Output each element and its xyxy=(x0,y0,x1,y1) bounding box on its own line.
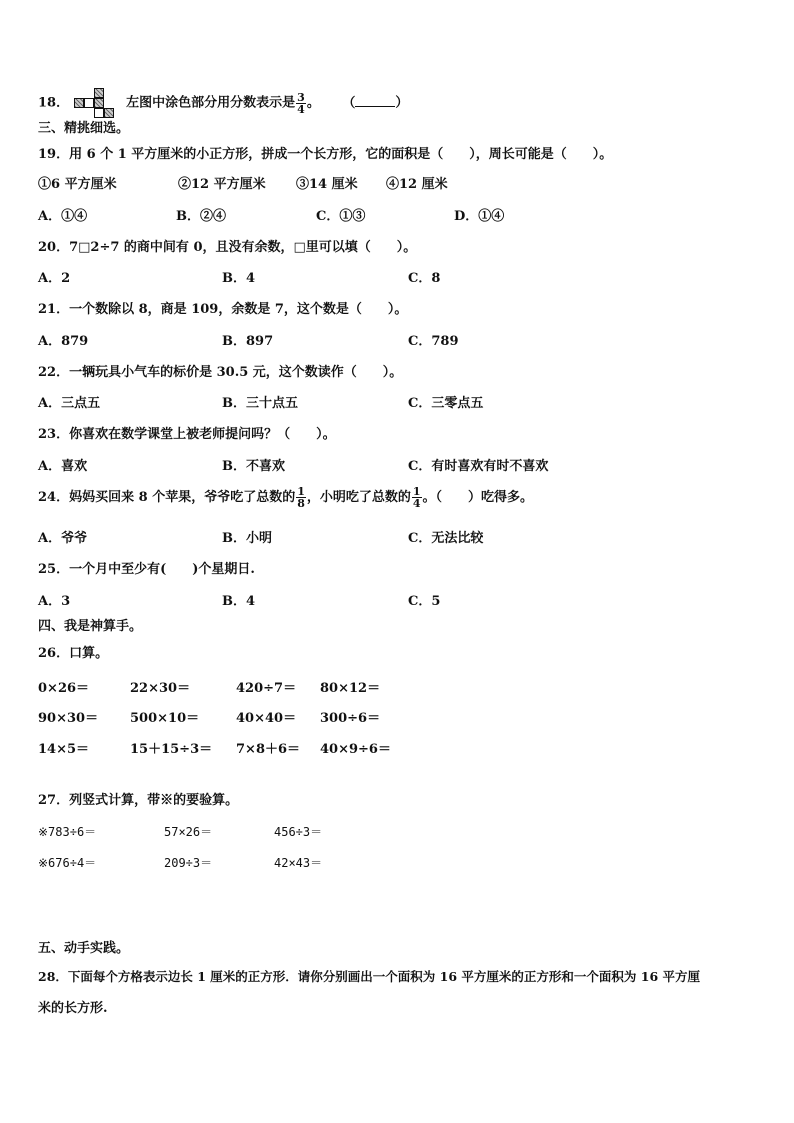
mental-calc-item: 500×10＝ xyxy=(130,711,200,726)
vertical-calc-item: 209÷3＝ xyxy=(164,856,213,870)
question-24-part2: ，小明吃了总数的 xyxy=(306,490,411,505)
q25-option-a[interactable]: A．3 xyxy=(38,594,71,609)
fraction xyxy=(296,486,306,509)
section-4-heading: 四、我是神算手。 xyxy=(38,619,143,634)
q19-option-c[interactable]: C．①③ xyxy=(316,209,366,224)
q19-option-a[interactable]: A．①④ xyxy=(38,209,88,224)
grid-square-shaded xyxy=(104,108,114,118)
q25-option-c[interactable]: C．5 xyxy=(408,594,441,609)
mental-calc-item: 22×30＝ xyxy=(130,681,191,696)
mental-calc-item: 80×12＝ xyxy=(320,681,381,696)
mental-calc-item: 90×30＝ xyxy=(38,711,99,726)
question-18-tail: 。 xyxy=(306,95,320,111)
fraction-numerator: 1 xyxy=(297,485,305,498)
q22-option-c[interactable]: C．三零点五 xyxy=(408,396,484,411)
q19-choice-4: ④12 厘米 xyxy=(386,177,448,192)
mental-calc-item: 0×26＝ xyxy=(38,681,90,696)
mental-calc-item: 15＋15÷3＝ xyxy=(130,742,213,757)
question-28-line2: 米的长方形. xyxy=(38,1001,108,1016)
mental-calc-item: 7×8＋6＝ xyxy=(236,742,301,757)
q21-option-c[interactable]: C．789 xyxy=(408,334,459,349)
q24-option-c[interactable]: C．无法比较 xyxy=(408,531,484,546)
shaded-grid-figure xyxy=(74,88,120,118)
section-5-heading: 五、动手实践。 xyxy=(38,941,130,956)
grid-square-shaded xyxy=(94,88,104,98)
fraction-numerator: 1 xyxy=(412,485,421,498)
q19-choice-3: ③14 厘米 xyxy=(296,177,358,192)
grid-square xyxy=(94,108,104,118)
question-23: 23．你喜欢在数学课堂上被老师提问吗？（ ）。 xyxy=(38,427,336,442)
q19-option-d[interactable]: D．①④ xyxy=(454,209,505,224)
q24-option-b[interactable]: B．小明 xyxy=(222,531,272,546)
fraction xyxy=(296,92,306,115)
q20-option-b[interactable]: B．4 xyxy=(222,271,256,286)
question-19: 19．用 6 个 1 平方厘米的小正方形，拼成一个长方形，它的面积是（ ），周长可能是（ ）。 xyxy=(38,147,613,162)
vertical-calc-item: ※783÷6＝ xyxy=(38,825,97,839)
fraction-denominator: 8 xyxy=(297,497,305,510)
q20-option-c[interactable]: C．8 xyxy=(408,271,441,286)
q23-option-b[interactable]: B．不喜欢 xyxy=(222,459,285,474)
q25-option-b[interactable]: B．4 xyxy=(222,594,256,609)
question-26-title: 26．口算。 xyxy=(38,646,109,661)
q19-choice-2: ②12 平方厘米 xyxy=(178,177,266,192)
question-20: 20．7□2÷7 的商中间有 0，且没有余数，□里可以填（ ）。 xyxy=(38,240,417,255)
q24-option-a[interactable]: A．爷爷 xyxy=(38,531,88,546)
question-25: 25．一个月中至少有( )个星期日. xyxy=(38,562,255,577)
question-28-line1: 28．下面每个方格表示边长 1 厘米的正方形．请你分别画出一个面积为 16 平方厘米的正方形和一个面积为 16 平方厘 xyxy=(38,969,700,984)
question-24-part3: 。（ ）吃得多。 xyxy=(422,490,534,505)
mental-calc-item: 40×9÷6＝ xyxy=(320,742,391,757)
question-27-title: 27．列竖式计算，带※的要验算。 xyxy=(38,793,239,808)
q23-option-c[interactable]: C．有时喜欢有时不喜欢 xyxy=(408,459,549,474)
answer-close: ） xyxy=(395,95,409,111)
answer-blank[interactable] xyxy=(355,94,395,107)
question-18-number: 18． xyxy=(38,95,70,111)
q20-option-a[interactable]: A．2 xyxy=(38,271,71,286)
vertical-calc-item: 456÷3＝ xyxy=(274,825,323,839)
mental-calc-item: 300÷6＝ xyxy=(320,711,381,726)
grid-square-shaded xyxy=(94,98,104,108)
vertical-calc-item: 42×43＝ xyxy=(274,856,323,870)
fraction-numerator: 3 xyxy=(297,90,305,104)
q23-option-a[interactable]: A．喜欢 xyxy=(38,459,88,474)
fraction-denominator: 4 xyxy=(297,102,305,116)
q21-option-a[interactable]: A．879 xyxy=(38,334,89,349)
vertical-calc-item: ※676÷4＝ xyxy=(38,856,97,870)
question-18-text: 左图中涂色部分用分数表示是 xyxy=(126,95,296,111)
vertical-calc-item: 57×26＝ xyxy=(164,825,213,839)
fraction-denominator: 4 xyxy=(412,497,421,510)
question-18 xyxy=(38,88,408,118)
grid-square xyxy=(84,98,94,108)
mental-calc-item: 14×5＝ xyxy=(38,742,90,757)
question-22: 22．一辆玩具小气车的标价是 30.5 元，这个数读作（ ）。 xyxy=(38,365,403,380)
mental-calc-item: 420÷7＝ xyxy=(236,681,297,696)
mental-calc-item: 40×40＝ xyxy=(236,711,297,726)
section-3-heading: 三、精挑细选。 xyxy=(38,121,130,136)
q21-option-b[interactable]: B．897 xyxy=(222,334,274,349)
q19-option-b[interactable]: B．②④ xyxy=(176,209,226,224)
answer-open: （ xyxy=(342,95,356,111)
fraction xyxy=(412,486,422,509)
grid-square-shaded xyxy=(74,98,84,108)
question-21: 21．一个数除以 8，商是 109，余数是 7，这个数是（ ）。 xyxy=(38,302,408,317)
question-24 xyxy=(38,486,533,510)
q19-choice-1: ①6 平方厘米 xyxy=(38,177,117,192)
q22-option-b[interactable]: B．三十点五 xyxy=(222,396,298,411)
question-24-part1: 24．妈妈买回来 8 个苹果，爷爷吃了总数的 xyxy=(38,490,296,505)
q22-option-a[interactable]: A．三点五 xyxy=(38,396,101,411)
